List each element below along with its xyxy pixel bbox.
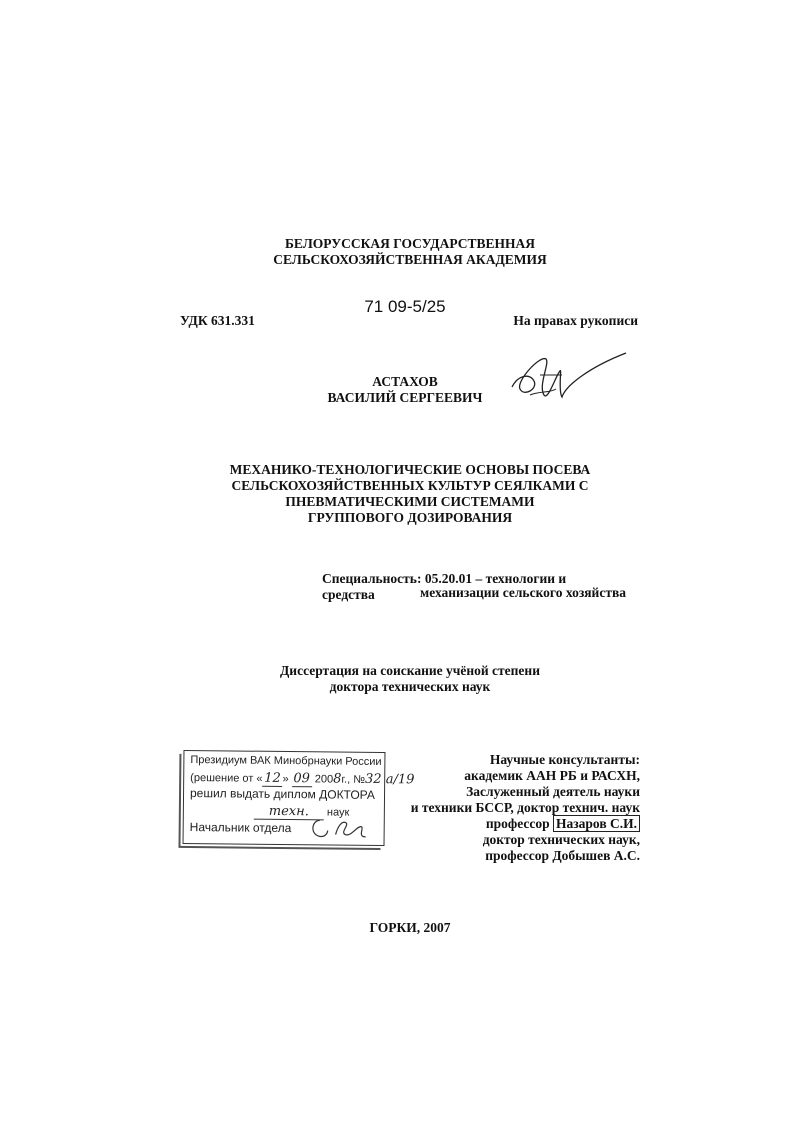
title-line-4: ГРУППОВОГО ДОЗИРОВАНИЯ	[307, 510, 513, 525]
consultant-line-2: Заслуженный деятель науки	[466, 784, 640, 799]
stamp-field: техн.	[254, 804, 324, 821]
author-surname: АСТАХОВ	[372, 374, 438, 389]
institution-line-1: БЕЛОРУССКАЯ ГОСУДАРСТВЕННАЯ	[284, 236, 536, 251]
author-name	[300, 374, 510, 406]
city-year: ГОРКИ, 2007	[369, 920, 451, 935]
manuscript-rights: На правах рукописи	[513, 313, 638, 328]
consultants-heading: Научные консультанты:	[489, 752, 640, 767]
stamp-decision-prefix: (решение от «	[190, 772, 263, 785]
institution-line-2: СЕЛЬСКОХОЗЯЙСТВЕННАЯ АКАДЕМИЯ	[273, 252, 547, 267]
stamp-month: 09	[293, 771, 311, 787]
author-signature-icon	[500, 345, 630, 410]
consultant-line-3: и техники БССР, доктор технич. наук	[410, 800, 640, 815]
consultant-name-boxed: Назаров С.И.	[553, 815, 640, 832]
stamp-line-1: Президиум ВАК Минобрнауки России	[190, 754, 382, 769]
vak-approval-stamp	[183, 750, 415, 846]
stamp-signature-icon	[306, 814, 376, 843]
author-given-name: ВАСИЛИЙ СЕРГЕЕВИЧ	[327, 390, 483, 405]
institution-name	[150, 236, 670, 268]
title-line-1: МЕХАНИКО-ТЕХНОЛОГИЧЕСКИЕ ОСНОВЫ ПОСЕВА	[229, 462, 591, 477]
dissertation-title	[150, 462, 670, 526]
registry-code: 71 09-5/25	[364, 297, 446, 316]
consultant-line-1: академик ААН РБ и РАСХН,	[464, 768, 640, 783]
consultant-line-6: профессор Добышев А.С.	[485, 848, 640, 863]
dissertation-line-1: Диссертация на соискание учёной степени	[280, 663, 540, 678]
consultant-line-4	[380, 816, 640, 832]
stamp-year-prefix: 200	[314, 773, 334, 786]
stamp-year-suffix: г., №	[341, 773, 366, 786]
stamp-number: 32 а/19	[364, 771, 415, 788]
stamp-quote-close: »	[282, 772, 289, 786]
specialty-line-1: Специальность: 05.20.01 – технологии и средства	[322, 571, 567, 602]
stamp-diploma-line: решил выдать диплом ДОКТОРА	[189, 786, 376, 802]
stamp-head-line: Начальник отдела	[189, 820, 292, 836]
title-line-3: ПНЕВМАТИЧЕСКИМИ СИСТЕМАМИ	[285, 494, 535, 509]
consultant-line-5: доктор технических наук,	[482, 832, 640, 847]
stamp-field-suffix: наук	[326, 806, 350, 819]
udk-code: УДК 631.331	[180, 313, 255, 328]
consultant-line-4-prefix: профессор	[485, 816, 550, 831]
dissertation-degree	[250, 663, 570, 695]
scientific-consultants	[380, 752, 640, 864]
dissertation-line-2: доктора технических наук	[329, 679, 491, 694]
stamp-year-digit: 8	[333, 771, 342, 787]
specialty-line-2: механизации сельского хозяйства	[420, 585, 626, 600]
title-line-2: СЕЛЬСКОХОЗЯЙСТВЕННЫХ КУЛЬТУР СЕЯЛКАМИ С	[231, 478, 589, 493]
stamp-day: 12	[264, 770, 281, 786]
